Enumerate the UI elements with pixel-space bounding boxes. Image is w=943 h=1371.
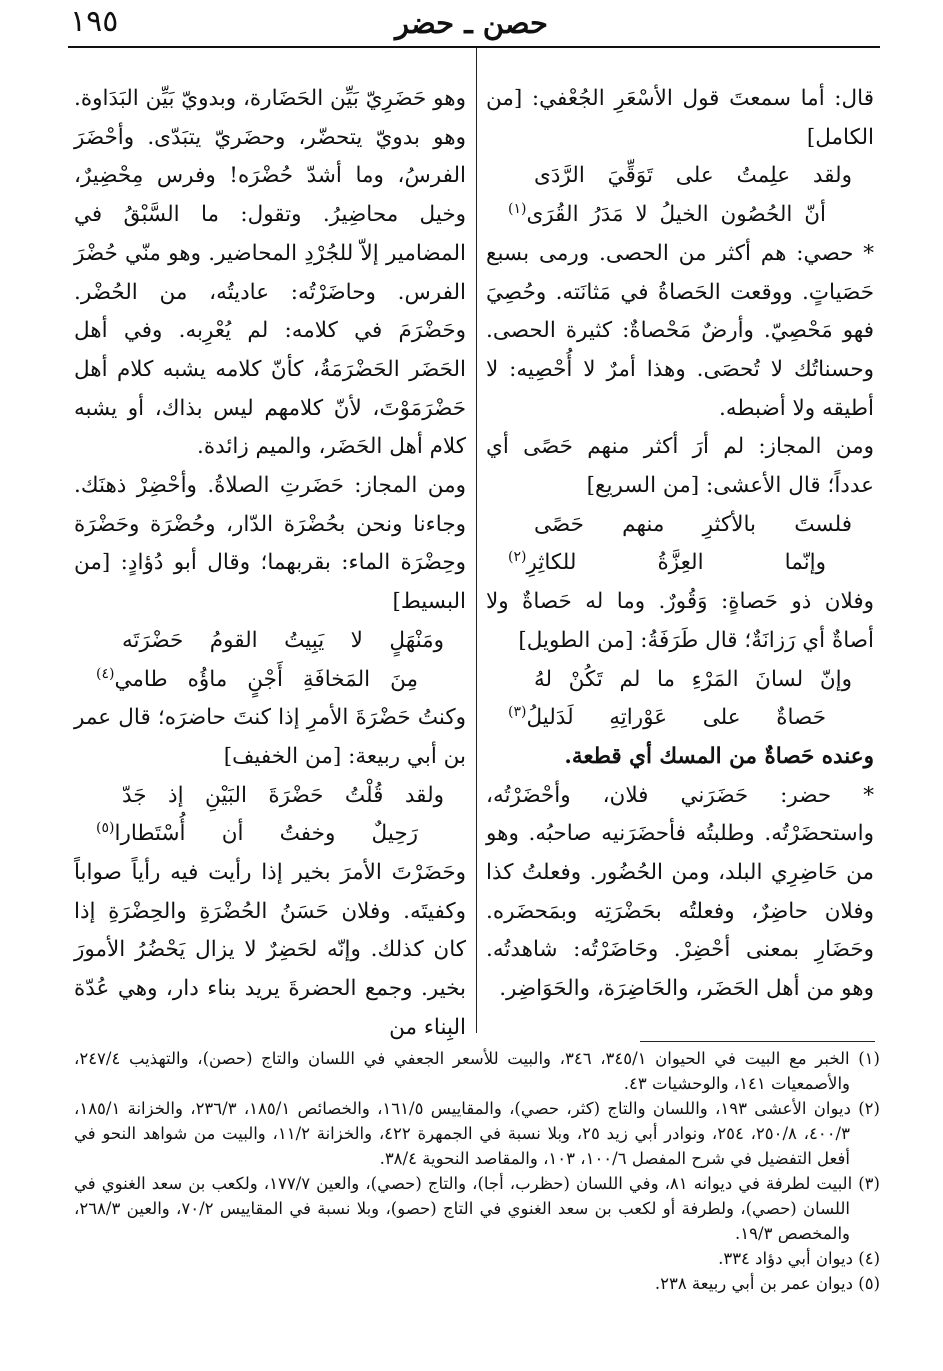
footnote-ref: (١) bbox=[508, 200, 527, 217]
verse bbox=[486, 506, 874, 583]
paragraph: وفلان ذو حَصاةٍ: وَقُورٌ. وما له حَصاةٌ ولا أصاةٌ أي رَزانَةٌ؛ قال طَرَفَةُ: [من الطويل] bbox=[486, 589, 874, 653]
footnote: (١) الخبر مع البيت في الحيوان ٣٤٥/١، ٣٤٦، والبيت للأسعر الجعفي في اللسان والتاج (حصن)، والتهذيب ٢٤٧/٤، والأصمعيات ١٤١، والوحشيات ٤٣. bbox=[74, 1049, 880, 1093]
page-number: ١٩٥ bbox=[70, 4, 119, 39]
verse-line: ولقد علِمتُ على تَوَقِّيَ الرَّدَى bbox=[534, 163, 852, 189]
paragraph: ومن المجاز: حَضَرتِ الصلاةُ. وأحْضِرْ ذهنَك. وجاءنا ونحن بحُضْرَة الدّار، وحُضْرَة وحَضْرَة وحِضْرَة الماء: بقربهما؛ وقال أبو دُؤادٍ: [من البسيط] bbox=[74, 473, 466, 615]
entry-paragraph: * حصي: هم أكثر من الحصى. ورمى بسبع حَصَياتٍ. ووقعت الحَصاةُ في مَثانَته. وحُصِيَ فهو مَحْصِيّ. وأرضٌ مَحْصاةٌ: كثيرة الحصى. وحسناتُك لا تُحصَى. وهذا أمرٌ لا أُحْصِيه: لا أطيقه ولا أضبطه. bbox=[486, 240, 874, 421]
header-rule bbox=[68, 46, 880, 48]
verse-line: ومَنْهَلٍ لا يَبِيتُ القومُ حَضْرَتَه bbox=[122, 627, 444, 653]
verse bbox=[74, 622, 466, 699]
right-column bbox=[486, 80, 874, 1009]
paragraph: وهو حَضَرِيّ بَيِّن الحَضَارة، وبدويّ بَيِّن البَدَاوة. وهو بدويّ يتحضّر، وحضَريّ يتبَدّى. وأحْضَرَ الفرسُ، وما أشدّ حُضْرَه! وفرس مِحْضِيرٌ، وخيل محاضِيرُ. وتقول: ما السَّبْقُ في المضامير إلاّ للجُرْدِ المحاضير. وهو منّي حُضْرَ الفرس. وحاضَرْتُه: عاديتُه، من الحُضْر. وحَضْرَمَ في كلامه: لم يُعْرِبه. وفي أهل الحَضَر الحَضْرَمَةُ، كأنّ كلامه يشبه كلام أهل حَضْرَمَوْتَ، لأنّ كلامهم ليس بذاك، أو يشبه كلام أهل الحَضَر، والميم زائدة. bbox=[74, 86, 466, 460]
entry-paragraph: * حضر: حَضَرَني فلان، وأحْضَرْتُه، واستحضَرْتُه. وطلبتُه فأحضَرَنيه صاحبُه. وهو من حَاضِرِي البلد، ومن الحُضُور. وفعلتُ كذا وفلان حاضِرٌ، وفعلتُه بحَضْرَتِه وبمَحضَره. وحَضَارِ بمعنى أحْضِرْ. وحَاضَرْتُه: شاهدتُه. وهو من أهل الحَضَر، والحَاضِرَة، والحَوَاضِر. bbox=[486, 782, 874, 1002]
paragraph: قال: أما سمعتَ قول الأسْعَرِ الجُعْفي: [من الكامل] bbox=[486, 86, 874, 150]
verse-line: ولقد قُلْتُ حَضْرَةَ البَيْنِ إذ جَدّ bbox=[122, 782, 444, 808]
verse-line: وإنّ لسانَ المَرْءِ ما لم تَكُنْ لهُ bbox=[534, 666, 852, 692]
verse-line: رَحِيلٌ وخفتُ أن أُسْتَطارا$^{(٥)}$ bbox=[96, 820, 418, 847]
verse-line: أنّ الحُصُون الخيلُ لا مَدَرُ القُرَى$^{(١)}$ bbox=[508, 200, 826, 228]
paragraph: ومن المجاز: لم أرَ أكثر منهم حَصًى أي عدداً؛ قال الأعشى: [من السريع] bbox=[486, 434, 874, 499]
verse-line: وإنّما العِزَّةُ للكاثِرِ$^{(٢)}$ bbox=[508, 549, 826, 576]
page-title: حصن ـ حضر bbox=[395, 6, 548, 40]
verse-line: فلستَ بالأكثرِ منهم حَصًى bbox=[534, 511, 852, 537]
footnote: (٥) ديوان عمر بن أبي ربيعة ٢٣٨. bbox=[654, 1274, 880, 1293]
paragraph: وحَضَرْتَ الأمرَ بخير إذا رأيت فيه رأياً صواباً وكفيتَه. وفلان حَسَنُ الحُضْرَةِ والحِضْرَةِ إذا كان كذلك. وإنّه لحَضِرٌ لا يزال يَحْضُرُ الأمورَ بخير. وجمع الحضرةَ يريد بناء دار، وهي عُدّة البِناء من bbox=[74, 860, 466, 1040]
footnote-rule bbox=[640, 1041, 875, 1042]
verse bbox=[486, 157, 874, 234]
footnote: (٣) البيت لطرفة في ديوانه ٨١، وفي اللسان (حظرب، أجا)، والتاج (حصي)، والعين ١٧٧/٧، ولكعب بن سعد الغنوي في اللسان (حصي)، ولطرفة أو لكعب بن سعد الغنوي في التاج (حصو)، وبلا نسبة في المقاييس ٧٠/٢، والعين ٢٦٨/٣، والمخصص ١٩/٣. bbox=[74, 1174, 880, 1243]
left-column bbox=[74, 80, 466, 1048]
footnote: (٢) ديوان الأعشى ١٩٣، واللسان والتاج (كثر، حصي)، والمقاييس ١٦١/٥، والخصائص ١٨٥/١، ٢٣٦/٣، والخزانة ١٨٥/١، ٤٠٠/٣، ٢٥٠/٨، ٢٥٤، ونوادر أبي زيد ٢٥، وبلا نسبة في الجمهرة ٤٢٢، والخزانة ١١/٢، والبيت من شواهد النحو في أفعل التفضيل في شرح المفصل ١٠٠/٦، ١٠٣، والمقاصد النحوية ٣٨/٤. bbox=[74, 1099, 880, 1168]
footnote: (٤) ديوان أبي دؤاد ٣٣٤. bbox=[718, 1249, 880, 1268]
footnote-ref: (٢) bbox=[508, 549, 527, 566]
footnote-ref: (٤) bbox=[96, 665, 115, 682]
paragraph: وكنتُ حَضْرَةَ الأمرِ إذا كنتَ حاضرَه؛ قال عمر بن أبي ربيعة: [من الخفيف] bbox=[74, 705, 466, 769]
verse-line: حَصاةٌ على عَوْراتِهِ لَدَليلُ$^{(٣)}$ bbox=[508, 704, 826, 731]
footnotes bbox=[74, 1046, 880, 1296]
verse bbox=[74, 777, 466, 854]
verse bbox=[486, 661, 874, 738]
footnote-ref: (٥) bbox=[96, 820, 115, 837]
footnote-ref: (٣) bbox=[508, 704, 527, 721]
paragraph: وعنده حَصاةٌ من المسك أي قطعة. bbox=[564, 743, 874, 769]
column-divider bbox=[476, 48, 477, 1033]
verse-line: مِنَ المَخافَةِ أَجْنٍ ماؤُه طامي$^{(٤)}$ bbox=[96, 665, 418, 692]
